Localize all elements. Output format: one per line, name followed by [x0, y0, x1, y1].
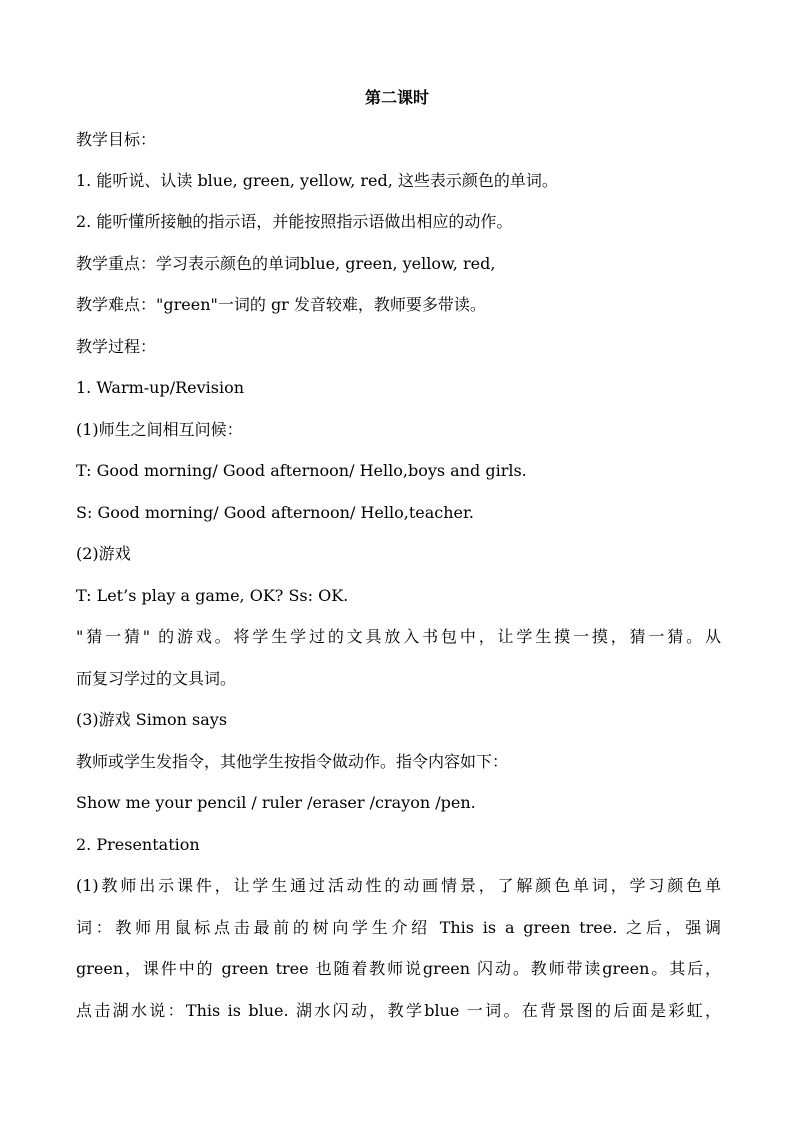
simon-says-instruction: 教师或学生发指令，其他学生按指令做动作。指令内容如下：: [76, 752, 509, 771]
presentation-paragraph-line-2: 词：教师用鼠标点击最前的树向学生介绍 This is a green tree. 之后，强调: [76, 918, 721, 937]
section-warmup-heading: 1. Warm-up/Revision: [76, 378, 245, 397]
game-dialogue-line: T: Let’s play a game, OK? Ss: OK.: [76, 586, 349, 605]
section-presentation-heading: 2. Presentation: [76, 835, 200, 854]
objectives-heading: 教学目标：: [76, 130, 157, 149]
step-game: (2)游戏: [76, 544, 131, 563]
step-simon-says: (3)游戏 Simon says: [76, 710, 228, 729]
simon-says-commands: Show me your pencil / ruler /eraser /crayon /pen.: [76, 793, 476, 812]
presentation-paragraph-line-3: green，课件中的 green tree 也随着教师说green 闪动。教师带读green。其后，: [76, 959, 721, 978]
guess-game-paragraph-line-2: 而复习学过的文具词。: [76, 669, 237, 688]
objective-2: 2. 能听懂所接触的指示语，并能按照指示语做出相应的动作。: [76, 212, 513, 231]
objective-1: 1. 能听说、认读 blue, green, yellow, red, 这些表示颜色的单词。: [76, 171, 558, 190]
step-greeting: (1)师生之间相互问候：: [76, 420, 243, 439]
key-points: 教学重点：学习表示颜色的单词blue, green, yellow, red,: [76, 254, 496, 273]
presentation-paragraph-line-4: 点击湖水说：This is blue. 湖水闪动，教学blue 一词。在背景图的后面是彩虹，: [76, 1001, 721, 1020]
difficult-points: 教学难点："green"一词的 gr 发音较难，教师要多带读。: [76, 295, 486, 314]
teacher-greeting-line: T: Good morning/ Good afternoon/ Hello,boys and girls.: [76, 461, 527, 480]
lesson-title: 第二课时: [364, 88, 429, 107]
guess-game-paragraph-line-1: "猜一猜" 的游戏。将学生学过的文具放入书包中，让学生摸一摸，猜一猜。从: [76, 627, 721, 646]
process-heading: 教学过程：: [76, 337, 157, 356]
student-greeting-line: S: Good morning/ Good afternoon/ Hello,teacher.: [76, 503, 474, 522]
presentation-paragraph-line-1: (1)教师出示课件，让学生通过活动性的动画情景，了解颜色单词，学习颜色单: [76, 876, 721, 895]
